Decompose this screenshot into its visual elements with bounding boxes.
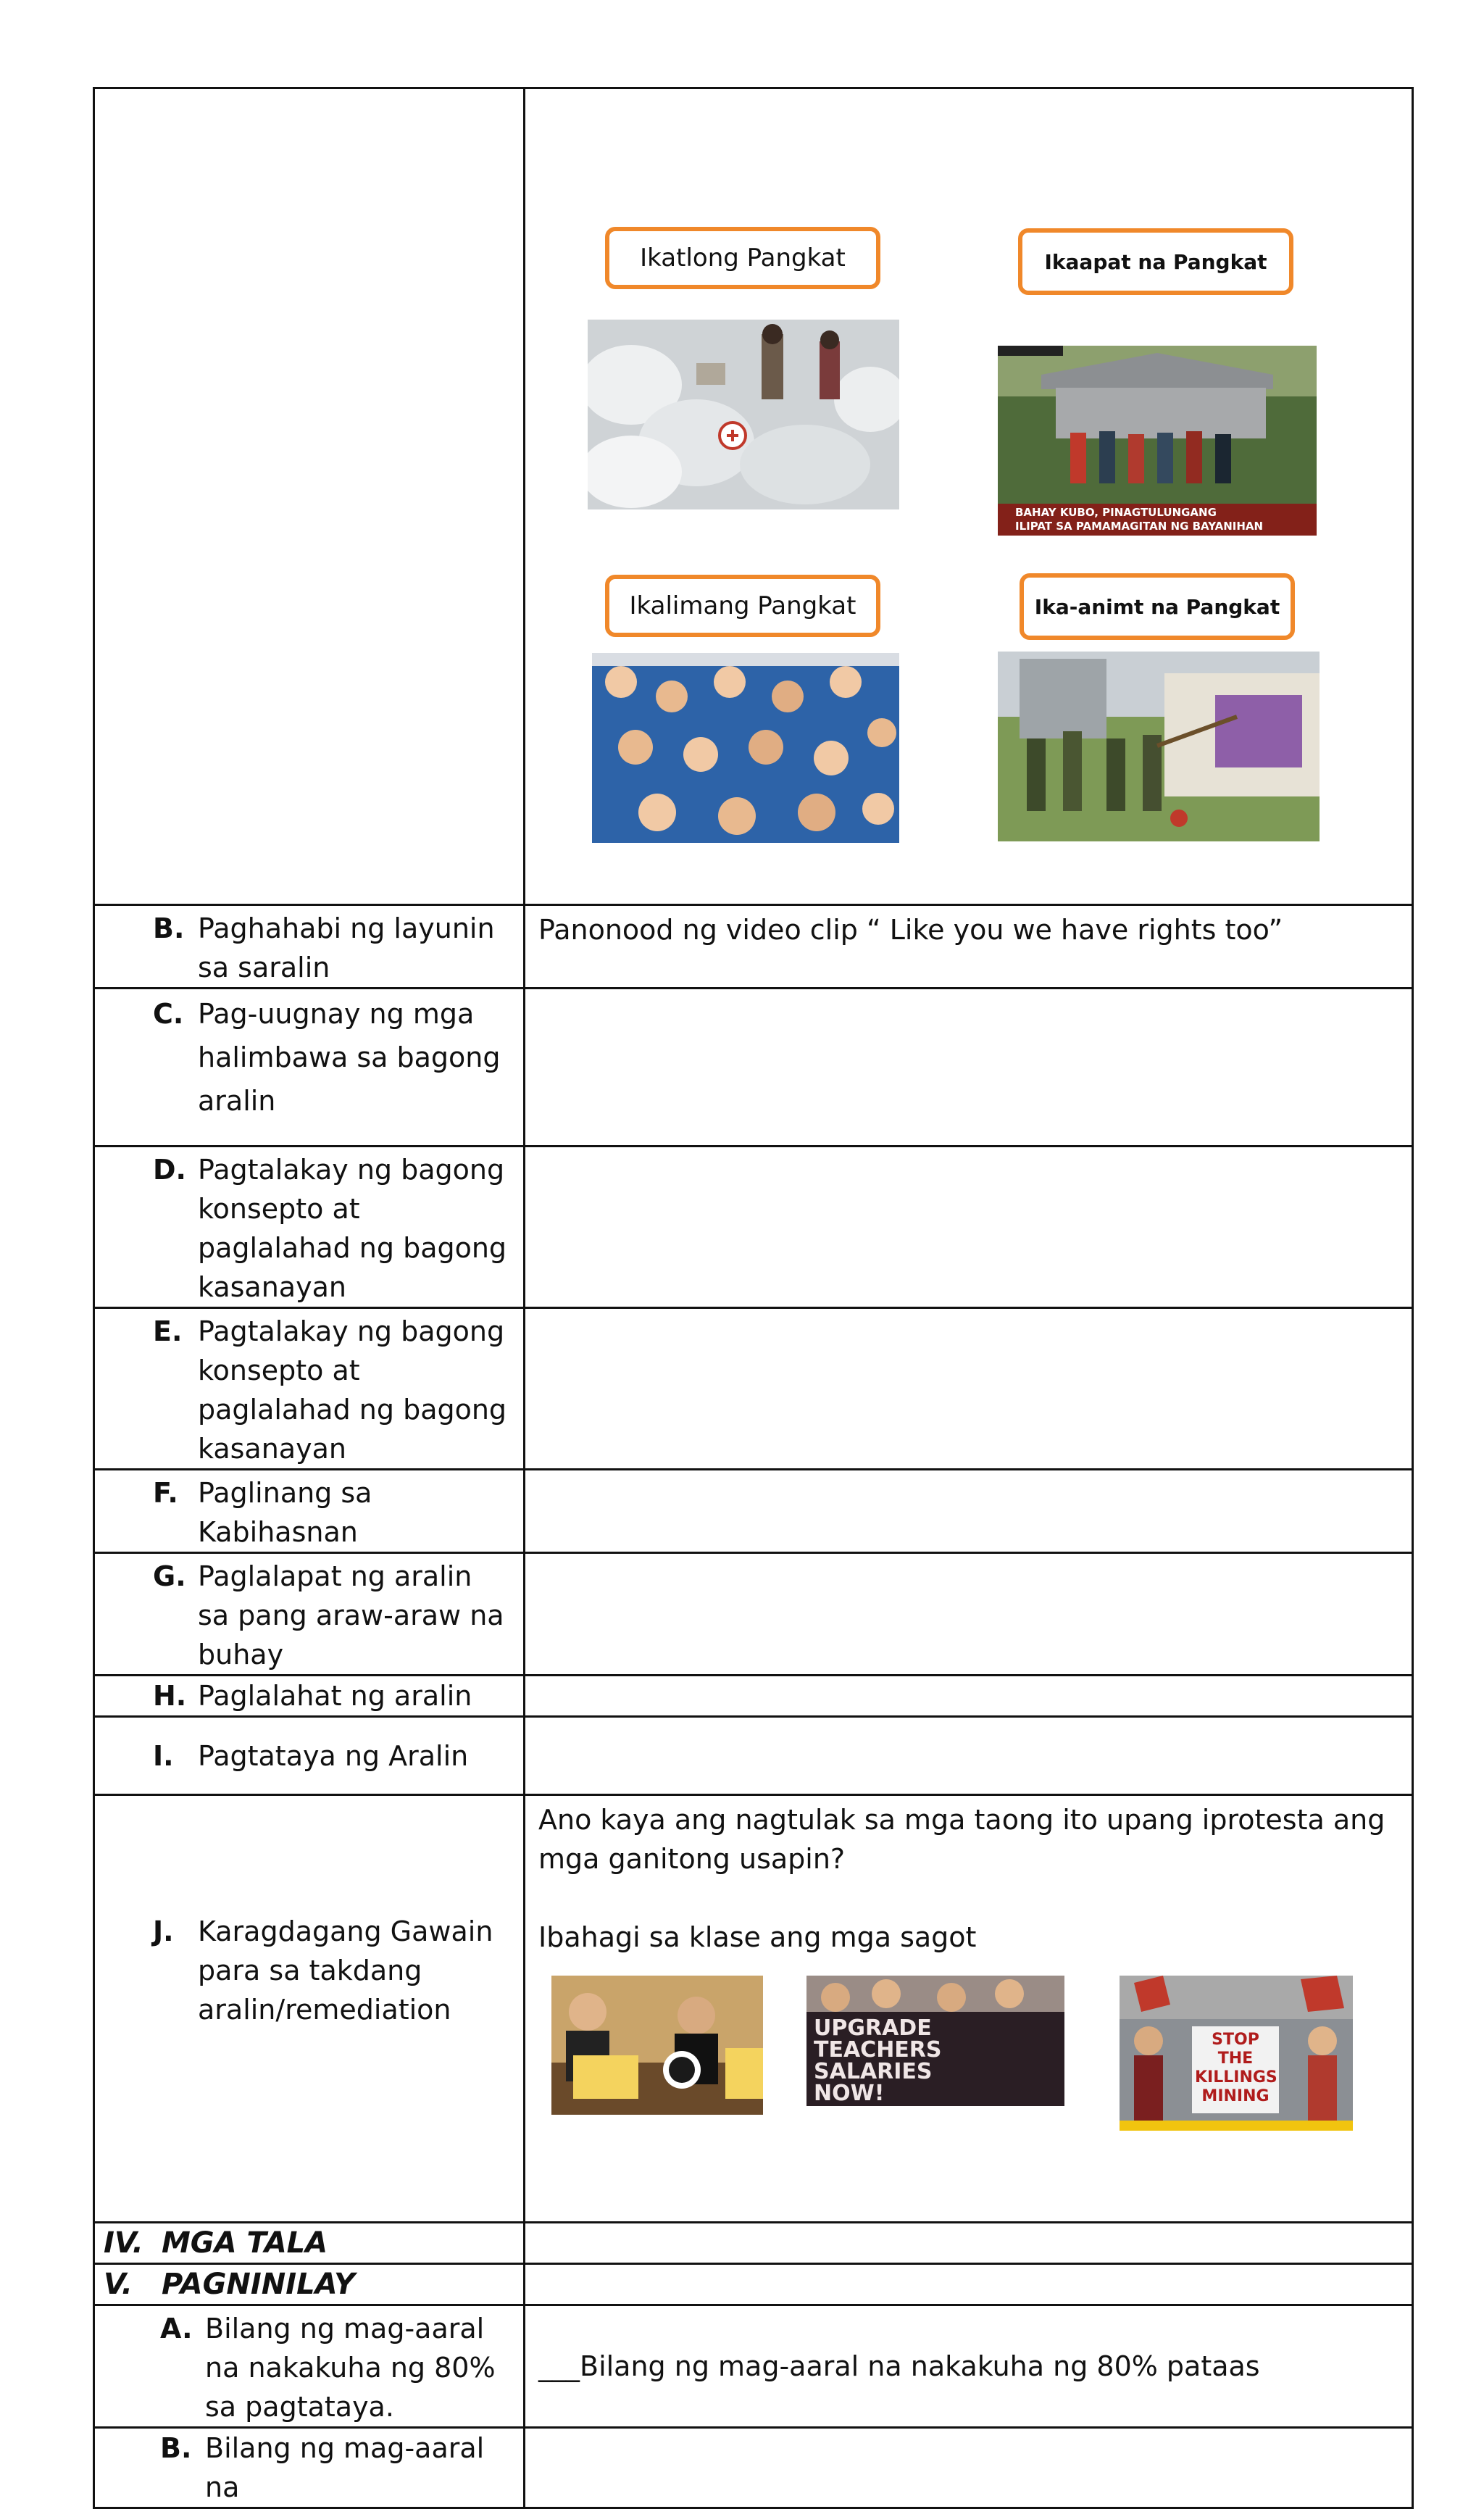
row-label: Paglalahat ng aralin bbox=[198, 1680, 472, 1712]
row-letter: C. bbox=[153, 998, 184, 1030]
row-letter: E. bbox=[153, 1315, 183, 1347]
reflection-b-content-cell bbox=[525, 2428, 1413, 2508]
row-letter: D. bbox=[153, 1154, 186, 1186]
row-d-content-cell bbox=[525, 1147, 1413, 1308]
group-images-cell bbox=[525, 88, 1413, 905]
row-label: Paglinang sa Kabihasnan bbox=[198, 1477, 372, 1548]
row-j-question: Ano kaya ang nagtulak sa mga taong ito upang iprotesta ang mga ganitong usapin? bbox=[538, 1804, 1385, 1875]
reflection-a-content-cell bbox=[525, 2305, 1413, 2428]
row-letter: I. bbox=[153, 1739, 174, 1772]
row-e-content-cell bbox=[525, 1308, 1413, 1470]
row-label: Pagtalakay ng bagong konsepto at paglalahad ng bagong kasanayan bbox=[198, 1154, 507, 1303]
row-content: Panonood ng video clip “ Like you we have rights too” bbox=[538, 914, 1283, 946]
reflection-b-label-cell bbox=[94, 2428, 525, 2508]
row-h-content-cell bbox=[525, 1676, 1413, 1717]
row-content bbox=[525, 2429, 1412, 2433]
row-h-label-cell bbox=[94, 1676, 525, 1717]
soldiers-photo bbox=[998, 652, 1320, 841]
protest-sign-photo bbox=[551, 1976, 763, 2115]
row-d-label-cell bbox=[94, 1147, 525, 1308]
empty-label-cell bbox=[94, 88, 525, 905]
row-e-label-cell bbox=[94, 1308, 525, 1470]
row-i-label-cell bbox=[94, 1717, 525, 1795]
row-label: Pagtalakay ng bagong konsepto at paglalahad ng bagong kasanayan bbox=[198, 1315, 507, 1465]
row-letter: A. bbox=[160, 2313, 193, 2344]
row-f-content-cell bbox=[525, 1470, 1413, 1553]
relief-goods-photo bbox=[588, 320, 899, 509]
section-v-content-cell bbox=[525, 2264, 1413, 2305]
row-content bbox=[525, 1147, 1412, 1152]
children-photo bbox=[592, 653, 899, 843]
section-number: IV. bbox=[104, 2226, 143, 2260]
row-f-label-cell bbox=[94, 1470, 525, 1553]
row-content bbox=[525, 1309, 1412, 1313]
group-label-4: Ikaapat na Pangkat bbox=[1018, 228, 1293, 295]
news-caption-line1: BAHAY KUBO, PINAGTULUNGANG bbox=[1015, 506, 1217, 519]
row-c-content-cell bbox=[525, 989, 1413, 1147]
section-iv-cell bbox=[94, 2223, 525, 2264]
row-label: Bilang ng mag-aaral na bbox=[205, 2432, 485, 2503]
row-content bbox=[525, 989, 1412, 994]
row-i-content-cell bbox=[525, 1717, 1413, 1795]
mining-protest-sign-text: STOP THE KILLINGS MINING bbox=[1195, 2031, 1277, 2105]
reflection-a-label-cell bbox=[94, 2305, 525, 2428]
row-label: Pag-uugnay ng mga halimbawa sa bagong aralin bbox=[198, 998, 501, 1117]
bayanihan-photo bbox=[998, 346, 1317, 536]
group-label-5: Ikalimang Pangkat bbox=[605, 575, 880, 637]
row-label: Pagtataya ng Aralin bbox=[198, 1739, 469, 1772]
row-label: Paghahabi ng layunin sa saralin bbox=[198, 912, 495, 983]
news-caption-line2: ILIPAT SA PAMAMAGITAN NG BAYANIHAN bbox=[1015, 520, 1264, 533]
teachers-rally-banner-text: UPGRADE TEACHERS SALARIES NOW! bbox=[814, 2015, 942, 2106]
section-title: MGA TALA bbox=[162, 2226, 328, 2260]
section-v-cell bbox=[94, 2264, 525, 2305]
row-content: ___Bilang ng mag-aaral na nakakuha ng 80% pataas bbox=[538, 2350, 1260, 2382]
row-content bbox=[525, 1718, 1412, 1722]
row-letter: B. bbox=[153, 912, 185, 944]
section-iv-content-cell bbox=[525, 2223, 1413, 2264]
section-number: V. bbox=[104, 2268, 133, 2301]
row-letter: B. bbox=[160, 2432, 192, 2464]
mining-protest-photo bbox=[1120, 1976, 1353, 2131]
row-c-label-cell bbox=[94, 989, 525, 1147]
row-letter: F. bbox=[153, 1477, 178, 1509]
row-label: Karagdagang Gawain para sa takdang aralin/remediation bbox=[198, 1915, 493, 2026]
row-content bbox=[525, 1470, 1412, 1475]
row-letter: J. bbox=[153, 1915, 174, 1947]
row-label: Paglalapat ng aralin sa pang araw-araw na buhay bbox=[198, 1560, 504, 1670]
section-title: PAGNINILAY bbox=[162, 2268, 355, 2301]
row-b-content-cell bbox=[525, 905, 1413, 989]
row-j-instruction: Ibahagi sa klase ang mga sagot bbox=[538, 1921, 977, 1953]
row-g-content-cell bbox=[525, 1553, 1413, 1676]
group-label-6: Ika-animt na Pangkat bbox=[1020, 573, 1295, 640]
row-content bbox=[525, 1554, 1412, 1558]
lesson-plan-table bbox=[93, 87, 1414, 2509]
news-caption bbox=[998, 504, 1317, 536]
row-label: Bilang ng mag-aaral na nakakuha ng 80% sa pagtataya. bbox=[205, 2313, 496, 2423]
row-letter: H. bbox=[153, 1680, 187, 1712]
row-content bbox=[525, 1676, 1412, 1681]
group-label-3: Ikatlong Pangkat bbox=[605, 227, 880, 289]
teachers-rally-photo bbox=[806, 1976, 1064, 2119]
row-b-label-cell bbox=[94, 905, 525, 989]
row-letter: G. bbox=[153, 1560, 186, 1592]
row-j-label-cell bbox=[94, 1795, 525, 2223]
row-j-content-cell bbox=[525, 1795, 1413, 2223]
row-g-label-cell bbox=[94, 1553, 525, 1676]
